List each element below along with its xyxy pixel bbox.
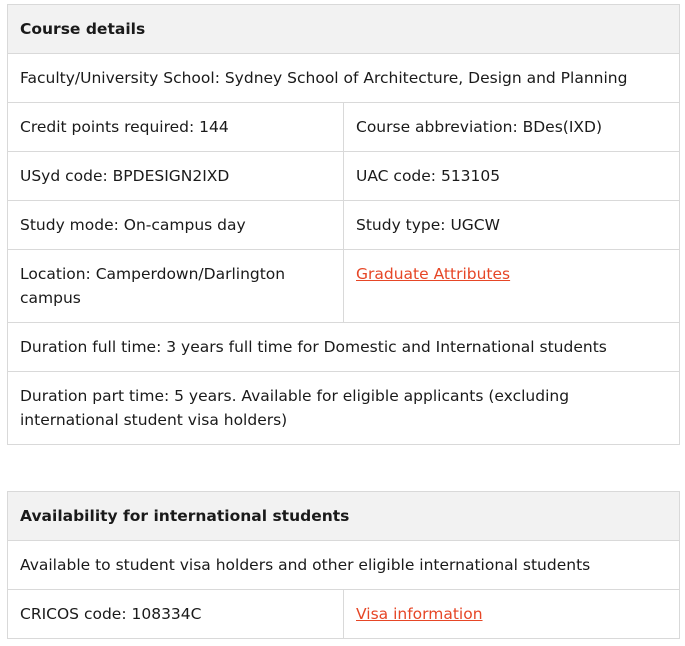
- location-cell: Location: Camperdown/Darlington campus: [8, 250, 344, 323]
- cricos-code-cell: CRICOS code: 108334C: [8, 590, 344, 639]
- duration-part-time-cell: Duration part time: 5 years. Available for eligible applicants (excluding international student visa holders): [8, 372, 680, 445]
- study-type-cell: Study type: UGCW: [344, 201, 680, 250]
- graduate-attributes-cell: [344, 250, 680, 323]
- course-details-heading: Course details: [8, 5, 680, 54]
- availability-cell: Available to student visa holders and other eligible international students: [8, 541, 680, 590]
- visa-information-cell: [344, 590, 680, 639]
- visa-information-link[interactable]: Visa information: [356, 605, 483, 623]
- study-mode-cell: Study mode: On-campus day: [8, 201, 344, 250]
- graduate-attributes-link[interactable]: Graduate Attributes: [356, 265, 511, 283]
- international-heading: Availability for international students: [8, 492, 680, 541]
- duration-full-time-cell: Duration full time: 3 years full time for Domestic and International students: [8, 323, 680, 372]
- credit-points-cell: Credit points required: 144: [8, 103, 344, 152]
- international-availability-table: [7, 491, 680, 639]
- faculty-cell: Faculty/University School: Sydney School of Architecture, Design and Planning: [8, 54, 680, 103]
- course-details-table: [7, 4, 680, 445]
- uac-code-cell: UAC code: 513105: [344, 152, 680, 201]
- course-abbreviation-cell: Course abbreviation: BDes(IXD): [344, 103, 680, 152]
- usyd-code-cell: USyd code: BPDESIGN2IXD: [8, 152, 344, 201]
